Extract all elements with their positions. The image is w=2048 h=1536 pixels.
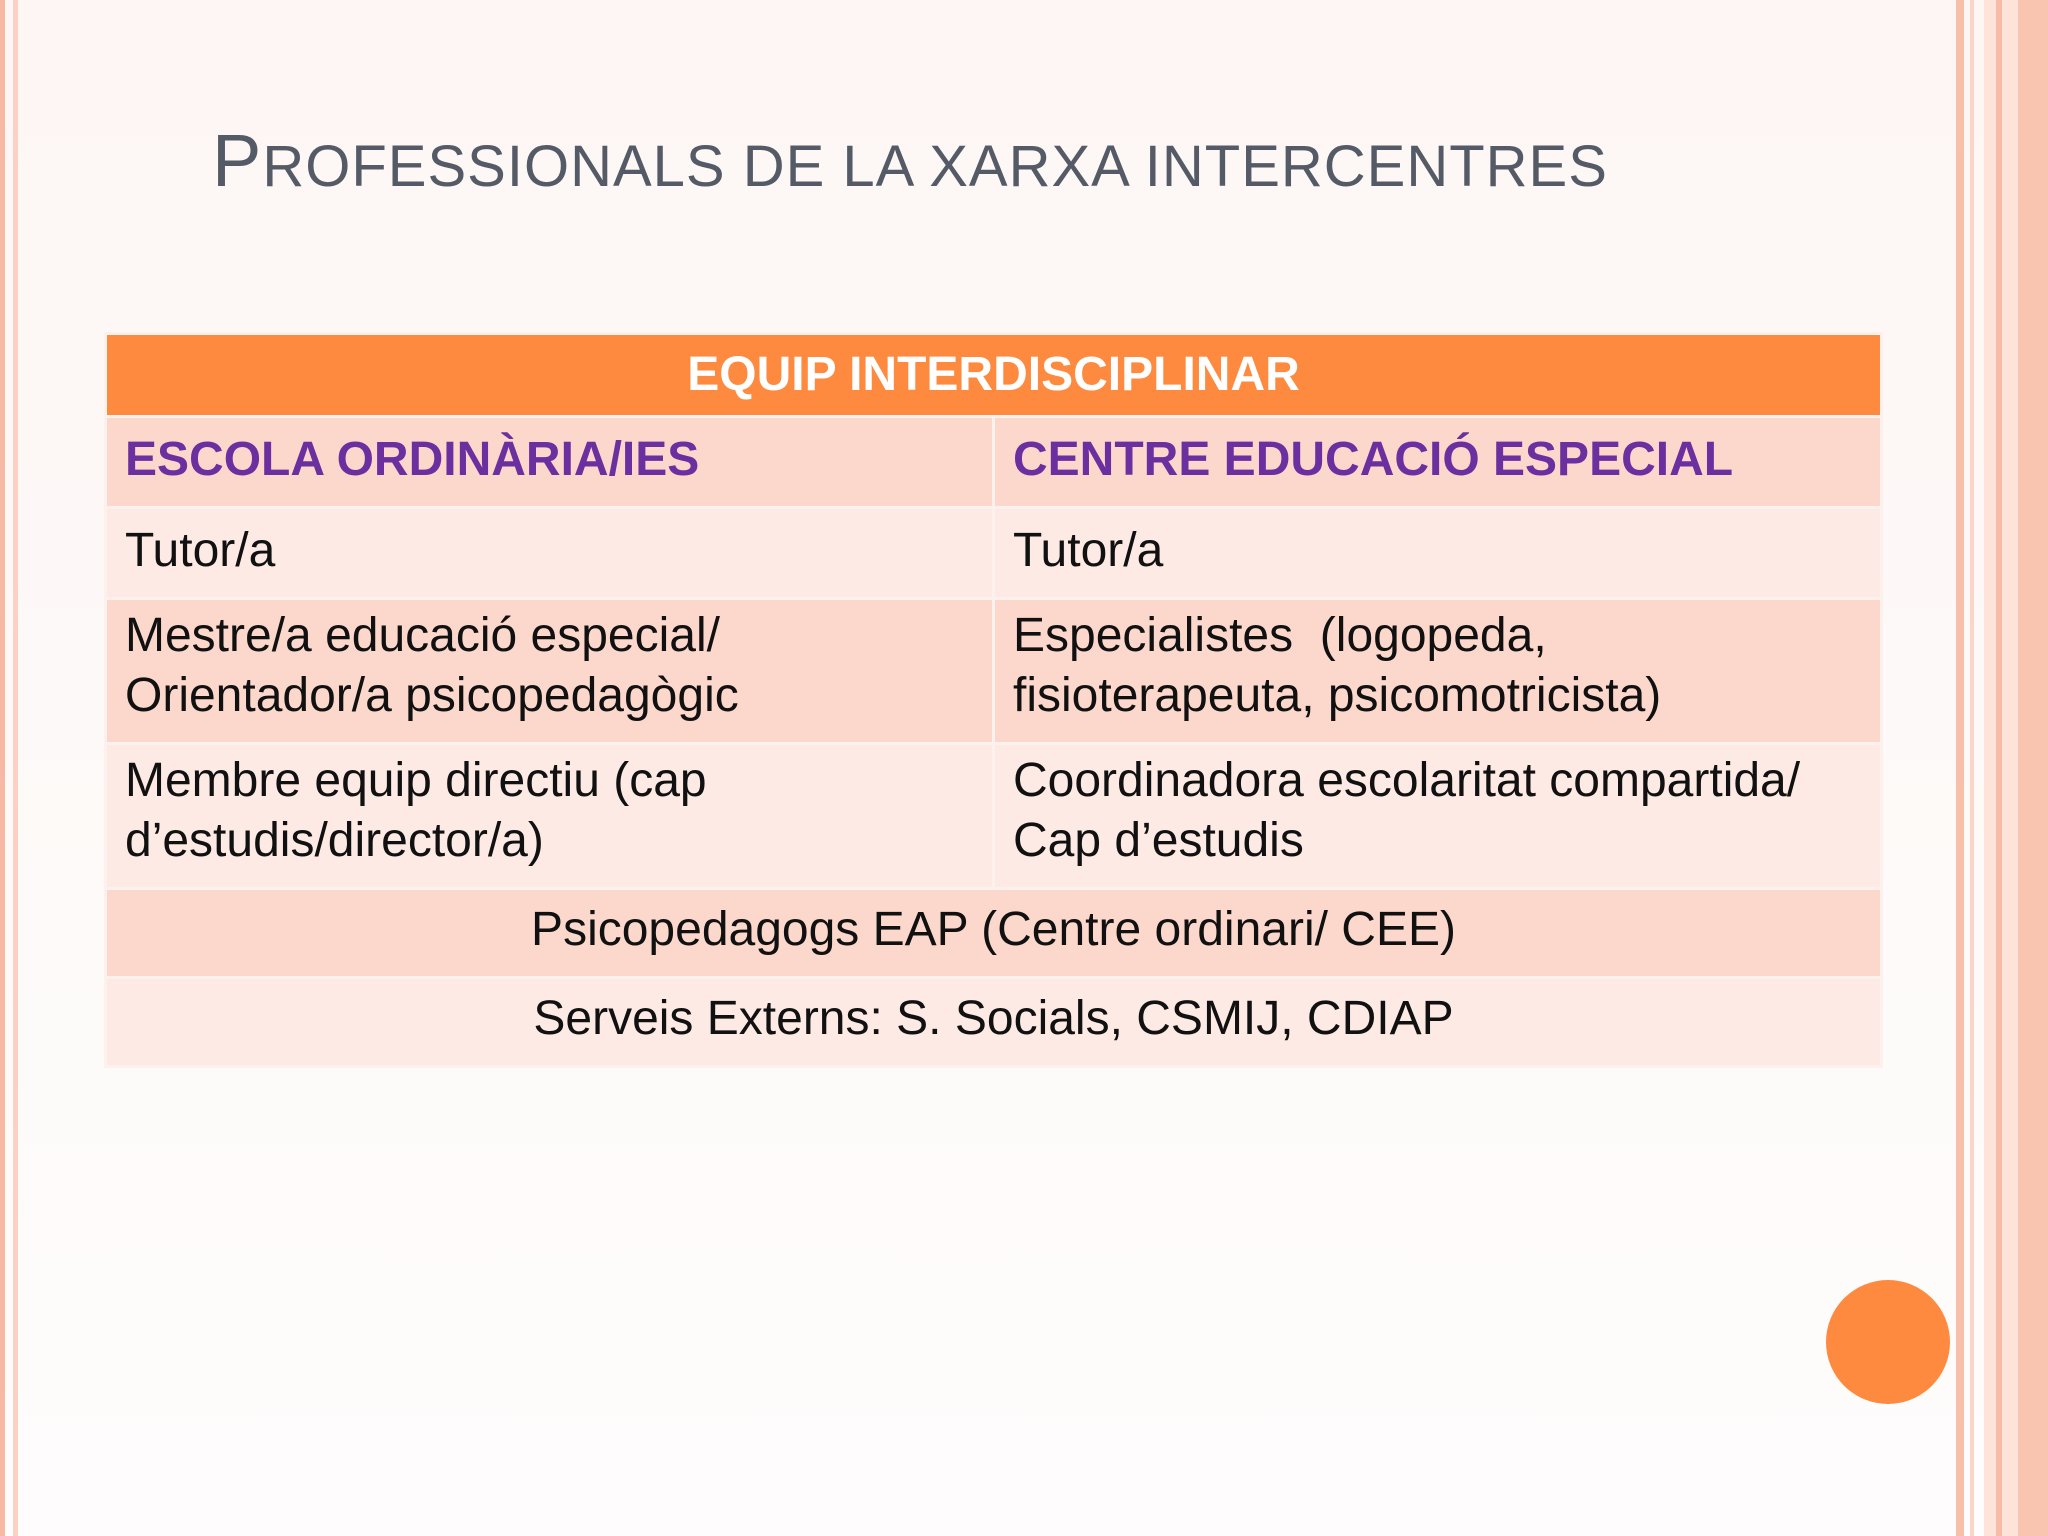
- cell-line: Orientador/a psicopedagògic: [125, 669, 739, 722]
- cell-line: Tutor/a: [125, 524, 276, 577]
- left-border-line-inner: [13, 0, 18, 1536]
- table-header: EQUIP INTERDISCIPLINAR: [106, 334, 1882, 417]
- table-row-full: [106, 978, 1882, 1067]
- title-rest: ROFESSIONALS DE LA XARXA INTERCENTRES: [262, 134, 1608, 199]
- cell-line: Tutor/a: [1013, 524, 1164, 577]
- right-band-stripe: [1996, 0, 2002, 1536]
- cell-line: d’estudis/director/a): [125, 814, 544, 867]
- table-cell: [106, 599, 994, 744]
- column-header-row: [106, 417, 1882, 508]
- left-border-line: [0, 0, 5, 1536]
- cell-line: fisioterapeuta, psicomotricista): [1013, 669, 1662, 722]
- right-band-stripe-outer: [2018, 0, 2048, 1536]
- column-header-centre: CENTRE EDUCACIÓ ESPECIAL: [994, 417, 1882, 508]
- table-row: [106, 508, 1882, 599]
- cell-line: Mestre/a educació especial/: [125, 609, 720, 662]
- right-border-line-inner: [1970, 0, 1974, 1536]
- decorative-circle: [1826, 1280, 1950, 1404]
- table-header-row: [106, 334, 1882, 417]
- cell-line: Coordinadora escolaritat compartida/: [1013, 754, 1801, 807]
- table-row: [106, 599, 1882, 744]
- right-border-line: [1956, 0, 1964, 1536]
- cell-line: Cap d’estudis: [1013, 814, 1304, 867]
- table-cell: [994, 599, 1882, 744]
- table-cell: [106, 508, 994, 599]
- table-cell: [994, 744, 1882, 889]
- column-header-escola: ESCOLA ORDINÀRIA/IES: [106, 417, 994, 508]
- slide-title: [212, 118, 1608, 203]
- title-initial: P: [212, 119, 263, 202]
- cell-line: Membre equip directiu (cap: [125, 754, 707, 807]
- table-row: [106, 744, 1882, 889]
- cell-line: Especialistes (logopeda,: [1013, 609, 1547, 662]
- table-row-full: [106, 889, 1882, 978]
- table-cell: [106, 744, 994, 889]
- table-cell: [994, 508, 1882, 599]
- professionals-table: [104, 332, 1883, 1068]
- table-cell-full: Psicopedagogs EAP (Centre ordinari/ CEE): [106, 889, 1882, 978]
- table-cell-full: Serveis Externs: S. Socials, CSMIJ, CDIAP: [106, 978, 1882, 1067]
